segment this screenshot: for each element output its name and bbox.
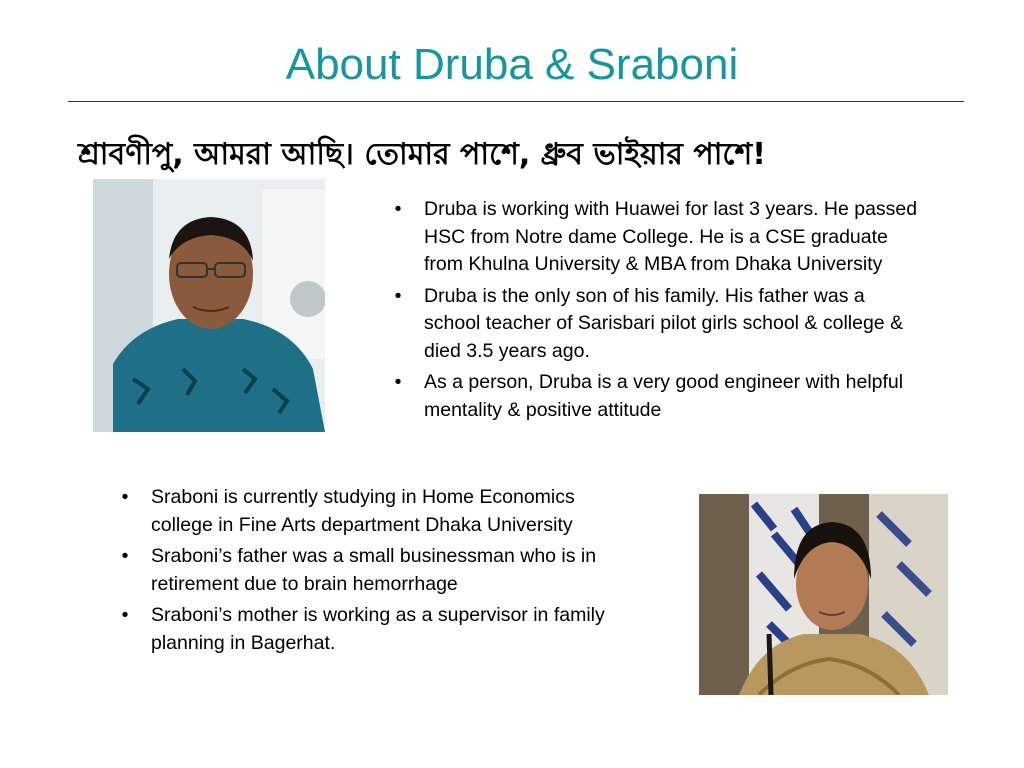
bullet-icon: • <box>394 284 402 307</box>
slide-title: About Druba & Sraboni <box>285 40 739 89</box>
druba-bullet-list <box>388 196 918 428</box>
list-item <box>115 602 635 657</box>
bullet-text: Sraboni’s father was a small businessman who is in retirement due to brain hemorrhage <box>151 545 597 595</box>
list-item <box>388 283 918 366</box>
bullet-text: As a person, Druba is a very good engineer with helpful mentality & positive attitude <box>424 371 904 421</box>
bullet-icon: • <box>121 486 129 508</box>
list-item <box>115 484 635 539</box>
list-item <box>388 369 918 424</box>
list-item <box>388 196 918 279</box>
bullet-icon: • <box>121 604 129 626</box>
bullet-icon: • <box>121 545 129 567</box>
druba-photo <box>93 179 325 432</box>
sraboni-photo <box>699 494 948 695</box>
sraboni-bullet-list <box>115 484 635 661</box>
bullet-text: Sraboni’s mother is working as a supervisor in family planning in Bagerhat. <box>151 604 605 654</box>
bullet-text: Druba is the only son of his family. His father was a school teacher of Sarisbari pilot girls school & college & died 3.5 years ago. <box>424 284 904 362</box>
bangla-banner-text: শ্রাবণীপু, আমরা আছি। তোমার পাশে, ধ্রুব ভাইয়ার পাশে! <box>78 137 766 172</box>
bullet-text: Sraboni is currently studying in Home Economics college in Fine Arts department Dhaka University <box>151 486 575 536</box>
title-divider <box>68 101 964 102</box>
bullet-icon: • <box>394 198 402 220</box>
bullet-icon: • <box>394 371 402 393</box>
list-item <box>115 543 635 598</box>
bullet-text: Druba is working with Huawei for last 3 years. He passed HSC from Notre dame College. He is a CSE graduate from Khulna University & MBA from Dhaka University <box>424 198 918 275</box>
